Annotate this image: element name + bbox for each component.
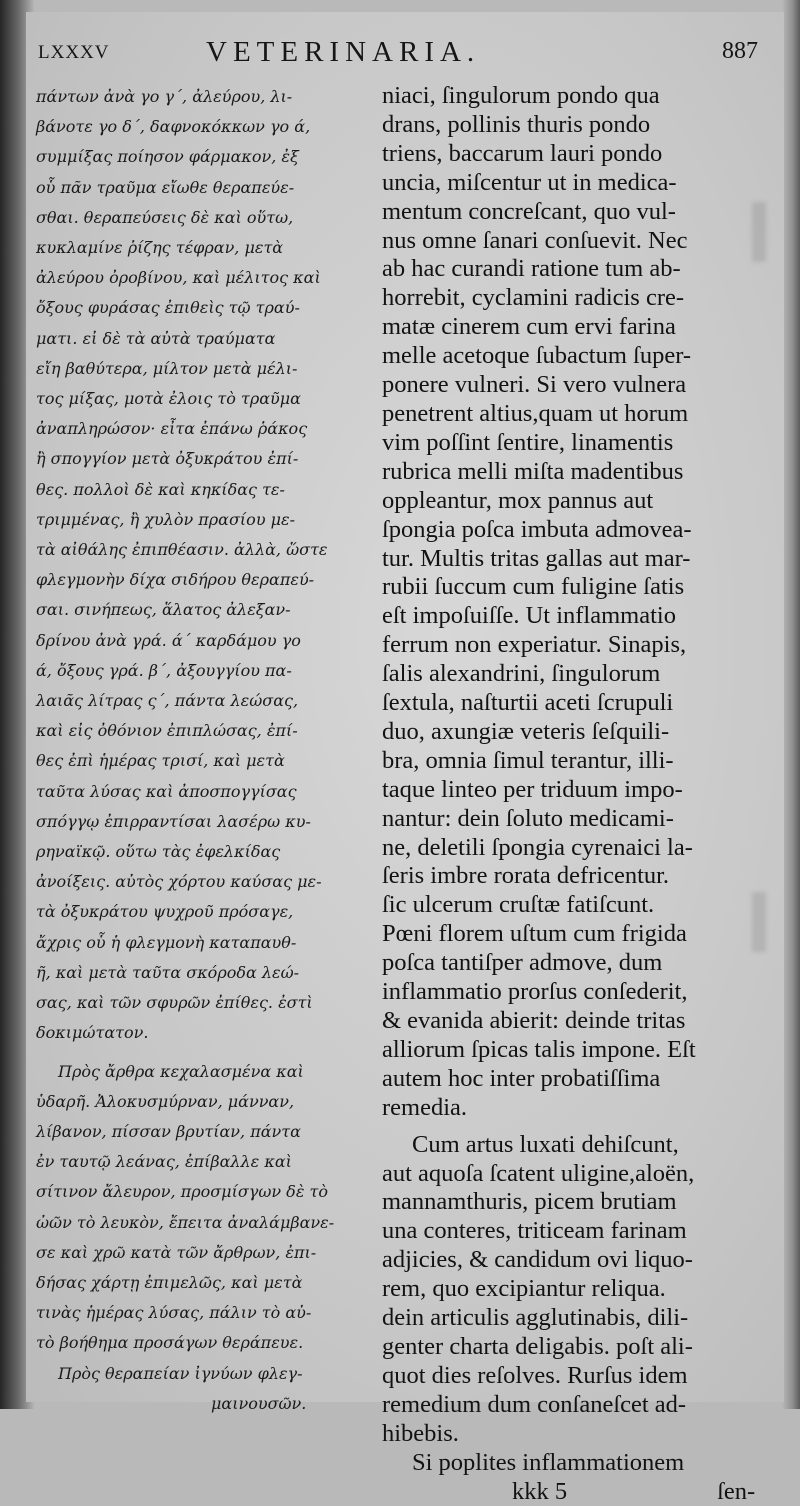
latin-line: drans, pollinis thuris pondo [382,111,762,140]
greek-line: θες ἐπὶ ἡμέρας τρισί, καὶ μετὰ [36,746,366,776]
latin-line: ſpongia poſca imbuta admovea- [382,516,762,545]
greek-line: ὑδαρῆ. Ἀλοκυσμύρναν, μάνναν, [36,1087,366,1117]
latin-line: vim poſſint ſentire, linamentis [382,429,762,458]
greek-line: ἄχρις οὗ ἡ φλεγμονὴ καταπαυθ- [36,928,366,958]
greek-line: καὶ εἰς ὀθόνιον ἐπιπλώσας, ἐπί- [36,716,366,746]
greek-line: ά, ὄξους γρά. β´, ἀξουγγίου πα- [36,656,366,686]
greek-line: σαι. σινήπεως, ἅλατος ἀλεξαν- [36,595,366,625]
latin-line: rubrica melli miſta madentibus [382,458,762,487]
greek-line: τινὰς ἡμέρας λύσας, πάλιν τὸ αὐ- [36,1298,366,1328]
greek-line: σίτινον ἄλευρον, προσμίσγων δὲ τὸ [36,1177,366,1207]
greek-line: φλεγμονὴν δίχα σιδήρου θεραπεύ- [36,565,366,595]
paragraph-gap [382,1123,762,1131]
header-signature: LXXXV [38,42,110,64]
latin-line: hibebis. [382,1420,762,1449]
latin-line: horrebit, cyclamini radicis cre- [382,284,762,313]
latin-line: dein articulis agglutinabis, dili- [382,1304,762,1333]
greek-line: τὰ ὀξυκράτου ψυχροῦ πρόσαγε, [36,897,366,927]
latin-line: remedium dum conſaneſcet ad- [382,1391,762,1420]
greek-line: Πρὸς ἄρθρα κεχαλασμένα καὶ [36,1057,366,1087]
greek-text-column [36,82,366,1419]
greek-line: δήσας χάρτῃ ἐπιμελῶς, καὶ μετὰ [36,1268,366,1298]
latin-line: nantur: dein ſoluto medicami- [382,805,762,834]
latin-line: ſeris imbre rorata defricentur. [382,862,762,891]
greek-line: σε καὶ χρῶ κατὰ τῶν ἄρθρων, ἐπι- [36,1238,366,1268]
greek-line: βάνοτε γο δ´, δαφνοκόκκων γο ά, [36,112,366,142]
greek-line: σπόγγῳ ἐπιρραντίσαι λασέρω κυ- [36,807,366,837]
latin-line: inflammatio prorſus conſederit, [382,978,762,1007]
latin-line: eſt impoſuiſſe. Ut inflammatio [382,602,762,631]
latin-line: Pœni florem uſtum cum frigida [382,920,762,949]
greek-line: λίβανον, πίσσαν βρυτίαν, πάντα [36,1117,366,1147]
greek-line: ἐν ταυτῷ λεάνας, ἐπίβαλλε καὶ [36,1147,366,1177]
latin-line: uncia, miſcentur ut in medica- [382,169,762,198]
latin-line: alliorum ſpicas talis impone. Eſt [382,1036,762,1065]
latin-line: aut aquoſa ſcatent uligine,aloën, [382,1160,762,1189]
latin-line: penetrent altius,quam ut horum [382,400,762,429]
greek-line: ῆ, καὶ μετὰ ταῦτα σκόροδα λεώ- [36,958,366,988]
latin-line: Si poplites inflammationem [382,1449,762,1478]
greek-line: θες. πολλοὶ δὲ καὶ κηκίδας τε- [36,475,366,505]
latin-line: & evanida abierit: deinde tritas [382,1007,762,1036]
book-page [26,12,784,1402]
latin-line: taque linteo per triduum impo- [382,776,762,805]
catchword: ſen- [567,1478,755,1505]
greek-line: συμμίξας ποίησον φάρμακον, ἐξ [36,142,366,172]
latin-line: genter charta deligabis. poſt ali- [382,1333,762,1362]
latin-line: nus omne ſanari conſuevit. Nec [382,227,762,256]
latin-line: poſca tantiſper admove, dum [382,949,762,978]
latin-line: rem, quo excipiantur reliqua. [382,1275,762,1304]
greek-line: τος μίξας, μοτὰ ἐλοις τὸ τραῦμα [36,384,366,414]
show-through-smudge [752,892,766,952]
scan-edge-shadow [782,0,800,1409]
latin-line: ponere vulneri. Si vero vulnera [382,371,762,400]
latin-line: una conteres, triticeam farinam [382,1217,762,1246]
greek-line: ἀνοίξεις. αὐτὸς χόρτου καύσας με- [36,867,366,897]
greek-line: ἀναπληρώσον· εἶτα ἐπάνω ῥάκος [36,414,366,444]
latin-line: duo, axungiæ veteris ſeſquili- [382,718,762,747]
greek-line: τὰ αἰθάλης ἐπιπθέασιν. ἀλλὰ, ὥστε [36,535,366,565]
greek-line: τριμμένας, ἢ χυλὸν πρασίου με- [36,505,366,535]
greek-line: ρηναϊκῷ. οὕτω τὰς ἐφελκίδας [36,837,366,867]
latin-line: rubii ſuccum cum fuligine ſatis [382,573,762,602]
latin-line: ab hac curandi ratione tum ab- [382,255,762,284]
page-number: 887 [722,38,758,65]
greek-line: ἀλεύρου ὀροβίνου, καὶ μέλιτος καὶ [36,263,366,293]
greek-line: μαινουσῶν. [36,1389,366,1419]
latin-line: matæ cinerem cum ervi farina [382,313,762,342]
greek-line: δρίνου ἀνὰ γρά. ά´ καρδάμου γο [36,626,366,656]
greek-line: ὠῶν τὸ λευκὸν, ἔπειτα ἀναλάμβανε- [36,1208,366,1238]
running-title: VETERINARIA. [206,36,480,69]
latin-line: ne, deletili ſpongia cyrenaici la- [382,834,762,863]
latin-line: bra, omnia ſimul terantur, illi- [382,747,762,776]
latin-line: adjicies, & candidum ovi liquo- [382,1246,762,1275]
latin-line: niaci, ſingulorum pondo qua [382,82,762,111]
latin-line: melle acetoque ſubactum ſuper- [382,342,762,371]
greek-line: ἢ σπογγίον μετὰ ὀξυκράτου ἐπί- [36,444,366,474]
latin-line: ſextula, naſturtii aceti ſcrupuli [382,689,762,718]
latin-line: autem hoc inter probatiſſima [382,1065,762,1094]
page-header [26,36,784,76]
paragraph-gap [36,1049,366,1057]
greek-line: σθαι. θεραπεύσεις δὲ καὶ οὕτω, [36,203,366,233]
latin-line: triens, baccarum lauri pondo [382,140,762,169]
latin-line: Cum artus luxati dehiſcunt, [382,1131,762,1160]
latin-line: tur. Multis tritas gallas aut mar- [382,545,762,574]
latin-line: mannamthuris, picem brutiam [382,1188,762,1217]
greek-line: ὄξους φυράσας ἐπιθεὶς τῷ τραύ- [36,293,366,323]
greek-line: Πρὸς θεραπείαν ἰγνύων φλεγ- [36,1359,366,1389]
latin-line: ſic ulcerum cruſtæ fatiſcunt. [382,891,762,920]
latin-line: ſalis alexandrini, ſingulorum [382,660,762,689]
greek-line: σας, καὶ τῶν σφυρῶν ἐπίθες. ἐστὶ [36,988,366,1018]
signature-mark: kkk 5 [382,1478,567,1505]
show-through-smudge [752,202,766,262]
latin-line: oppleantur, mox pannus aut [382,487,762,516]
greek-line: εἴη βαθύτερα, μίλτον μετὰ μέλι- [36,354,366,384]
latin-text-column [382,82,762,1506]
greek-line: δοκιμώτατον. [36,1018,366,1048]
latin-line: quot dies reſolves. Rurſus idem [382,1362,762,1391]
greek-line: οὗ πᾶν τραῦμα εἴωθε θεραπεύε- [36,173,366,203]
greek-line: ταῦτα λύσας καὶ ἀποσπογγίσας [36,777,366,807]
greek-line: κυκλαμίνε ῥίζης τέφραν, μετὰ [36,233,366,263]
latin-line: ferrum non experiatur. Sinapis, [382,631,762,660]
latin-line: mentum concreſcant, quo vul- [382,198,762,227]
greek-line: λαιᾶς λίτρας ς´, πάντα λεώσας, [36,686,366,716]
footer-line [382,1478,762,1506]
latin-line: remedia. [382,1094,762,1123]
greek-line: πάντων ἀνὰ γο γ´, ἀλεύρου, λι- [36,82,366,112]
greek-line: τὸ βοήθημα προσάγων θεράπευε. [36,1328,366,1358]
greek-line: ματι. εἰ δὲ τὰ αὐτὰ τραύματα [36,324,366,354]
